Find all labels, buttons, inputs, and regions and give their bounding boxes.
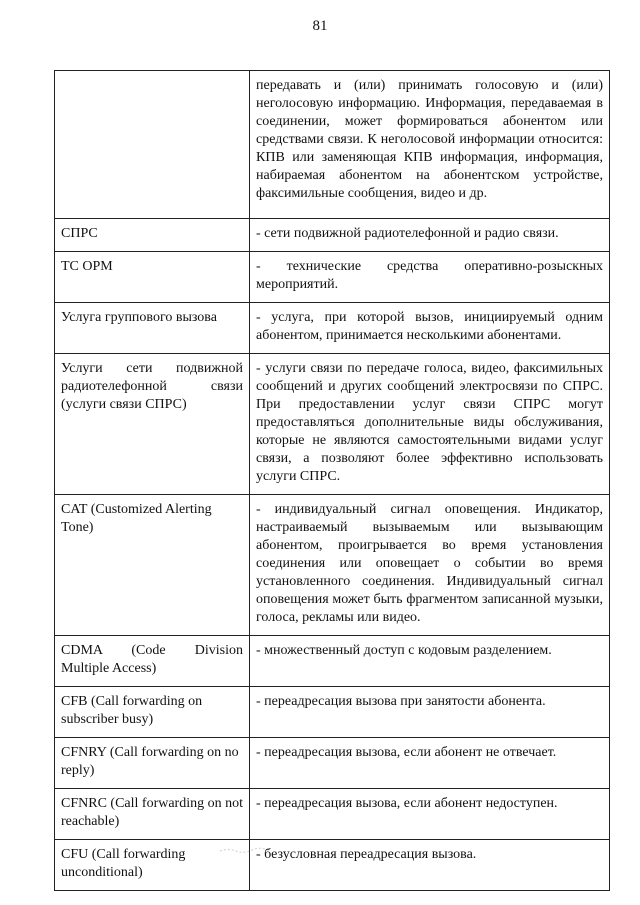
table-row [55, 252, 610, 303]
definition-cell: - безусловная переадресация вызова. [250, 840, 610, 891]
table-row [55, 789, 610, 840]
term-cell: CAT (Customized Alerting Tone) [55, 495, 250, 636]
page-number: 81 [312, 18, 328, 34]
table-row [55, 354, 610, 495]
table-row [55, 71, 610, 219]
table-row [55, 840, 610, 891]
definition-cell: - переадресация вызова при занятости абонента. [250, 687, 610, 738]
definition-cell: - переадресация вызова, если абонент недоступен. [250, 789, 610, 840]
glossary-table [54, 70, 610, 891]
term-cell [55, 71, 250, 219]
table-row [55, 738, 610, 789]
table-row [55, 636, 610, 687]
term-cell: Услуга группового вызова [55, 303, 250, 354]
definition-cell: - технические средства оперативно-розыскных мероприятий. [250, 252, 610, 303]
definition-cell: - сети подвижной радиотелефонной и радио связи. [250, 219, 610, 252]
definition-cell: - услуги связи по передаче голоса, видео, факсимильных сообщений и других сообщений электросвязи по СПРС. При предоставлении услуг связи СПРС могут предоставляться дополнительные виды обслуживания, которые не являются самостоятельными видами услуг связи, а позволяют более эффективно использовать услуги СПРС. [250, 354, 610, 495]
scan-smudge-mark [218, 846, 272, 854]
table-row [55, 219, 610, 252]
table-row [55, 687, 610, 738]
term-cell: CFU (Call forwarding unconditional) [55, 840, 250, 891]
table-row [55, 495, 610, 636]
term-cell: CFNRC (Call forwarding on not reachable) [55, 789, 250, 840]
definition-cell: передавать и (или) принимать голосовую и (или) неголосовую информацию. Информация, передаваемая в соединении, может формироваться абонентом или средствами связи. К неголосовой информации относится: КПВ или заменяющая КПВ информация, информация, набираемая абонентом на абонентском устройстве, факсимильные сообщения, видео и др. [250, 71, 610, 219]
term-cell: ТС ОРМ [55, 252, 250, 303]
table-row [55, 303, 610, 354]
term-cell: CFNRY (Call forwarding on no reply) [55, 738, 250, 789]
term-cell: CDMA (Code Division Multiple Access) [55, 636, 250, 687]
definition-cell: - услуга, при которой вызов, инициируемый одним абонентом, принимается несколькими абонентами. [250, 303, 610, 354]
definition-cell: - переадресация вызова, если абонент не отвечает. [250, 738, 610, 789]
term-cell: СПРС [55, 219, 250, 252]
definition-cell: - индивидуальный сигнал оповещения. Индикатор, настраиваемый вызываемым или вызывающим абонентом, проигрывается во время установления соединения или оповещает о событии во время установленного соединения. Индивидуальный сигнал оповещения может быть фрагментом записанной музыки, голоса, рекламы или видео. [250, 495, 610, 636]
definition-cell: - множественный доступ с кодовым разделением. [250, 636, 610, 687]
term-cell: Услуги сети подвижной радиотелефонной связи (услуги связи СПРС) [55, 354, 250, 495]
term-cell: CFB (Call forwarding on subscriber busy) [55, 687, 250, 738]
